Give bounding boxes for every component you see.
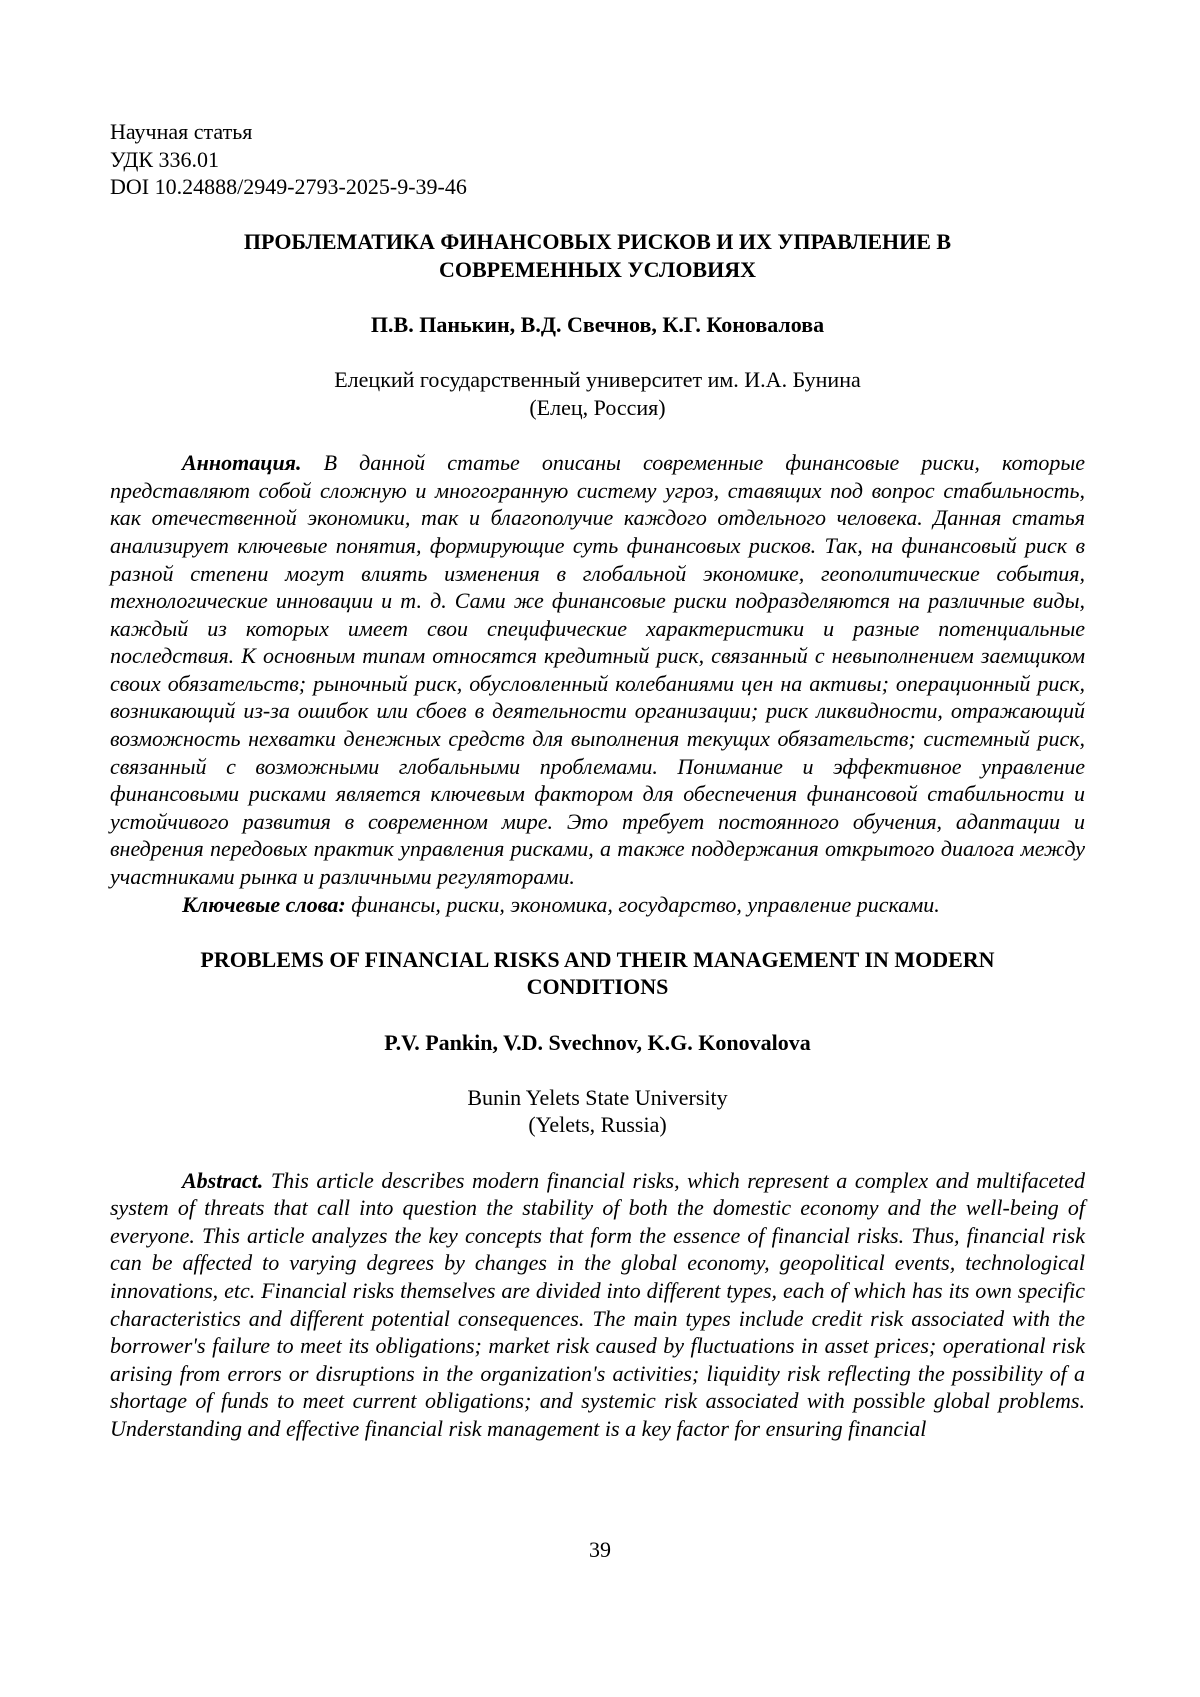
abstract-en [110, 1167, 1085, 1443]
keywords-text-ru: финансы, риски, экономика, государство, управление рисками. [351, 891, 940, 917]
affiliation-ru [110, 366, 1085, 421]
affiliation-name-ru: Елецкий государственный университет им. И.А. Бунина [334, 367, 861, 393]
abstract-text-ru: В данной статье описаны современные финансовые риски, которые представляют собой сложную и многогранную систему угроз, ставящих под вопрос стабильность, как отечественной экономики, так и благополучие каждого отдельного человека. Данная статья анализирует ключевые понятия, формирующие суть финансовых рисков. Так, на финансовый риск в разной степени могут влиять изменения в глобальной экономике, геополитические события, технологические инновации и т. д. Сами же финансовые риски подразделяются на различные виды, каждый из которых имеет свои специфические характеристики и разные потенциальные последствия. К основным типам относятся кредитный риск, связанный с невыполнением заемщиком своих обязательств; рыночный риск, обусловленный колебаниями цен на активы; операционный риск, возникающий из-за ошибок или сбоев в деятельности организации; риск ликвидности, отражающий возможность нехватки денежных средств для выполнения текущих обязательств; системный риск, связанный с возможными глобальными проблемами. Понимание и эффективное управление финансовыми рисками является ключевым фактором для обеспечения финансовой стабильности и устойчивого развития в современном мире. Это требует постоянного обучения, адаптации и внедрения передовых практик управления рисками, а также поддержания открытого диалога между участниками рынка и различными регуляторами. [110, 450, 1085, 890]
page-number: 39 [589, 1537, 611, 1562]
article-type-label: Научная статья [110, 119, 253, 144]
keywords-label-ru: Ключевые слова: [182, 891, 346, 917]
abstract-ru [110, 449, 1085, 891]
affiliation-location-ru: (Елец, Россия) [529, 394, 666, 420]
authors-ru: П.В. Панькин, В.Д. Свечнов, К.Г. Коновалова [370, 312, 825, 338]
udc-number: УДК 336.01 [110, 146, 220, 172]
affiliation-location-en: (Yelets, Russia) [528, 1112, 667, 1138]
doi-number: DOI 10.24888/2949-2793-2025-9-39-46 [110, 174, 467, 200]
affiliation-en [110, 1084, 1085, 1139]
abstract-label-en: Abstract. [182, 1167, 264, 1193]
article-meta [110, 118, 1085, 201]
article-title-ru: ПРОБЛЕМАТИКА ФИНАНСОВЫХ РИСКОВ И ИХ УПРАВЛЕНИЕ В СОВРЕМЕННЫХ УСЛОВИЯХ [243, 229, 952, 282]
abstract-text-en: This article describes modern financial risks, which represent a complex and multifaceted system of threats that call into question the stability of both the domestic economy and the well-being of everyone. This article analyzes the key concepts that form the essence of financial risks. Thus, financial risk can be affected to varying degrees by changes in the global economy, geopolitical events, technological innovations, etc. Financial risks themselves are divided into different types, each of which has its own specific characteristics and different potential consequences. The main types include credit risk associated with the borrower's failure to meet its obligations; market risk caused by fluctuations in asset prices; operational risk arising from errors or disruptions in the organization's activities; liquidity risk reflecting the possibility of a shortage of funds to meet current obligations; and systemic risk associated with possible global problems. Understanding and effective financial risk management is a key factor for ensuring financial [110, 1167, 1085, 1441]
affiliation-name-en: Bunin Yelets State University [467, 1084, 728, 1110]
abstract-label-ru: Аннотация. [182, 450, 302, 476]
keywords-ru [110, 891, 1085, 919]
authors-en: P.V. Pankin, V.D. Svechnov, K.G. Konovalova [384, 1029, 811, 1055]
article-title-en: PROBLEMS OF FINANCIAL RISKS AND THEIR MANAGEMENT IN MODERN CONDITIONS [200, 946, 995, 1000]
